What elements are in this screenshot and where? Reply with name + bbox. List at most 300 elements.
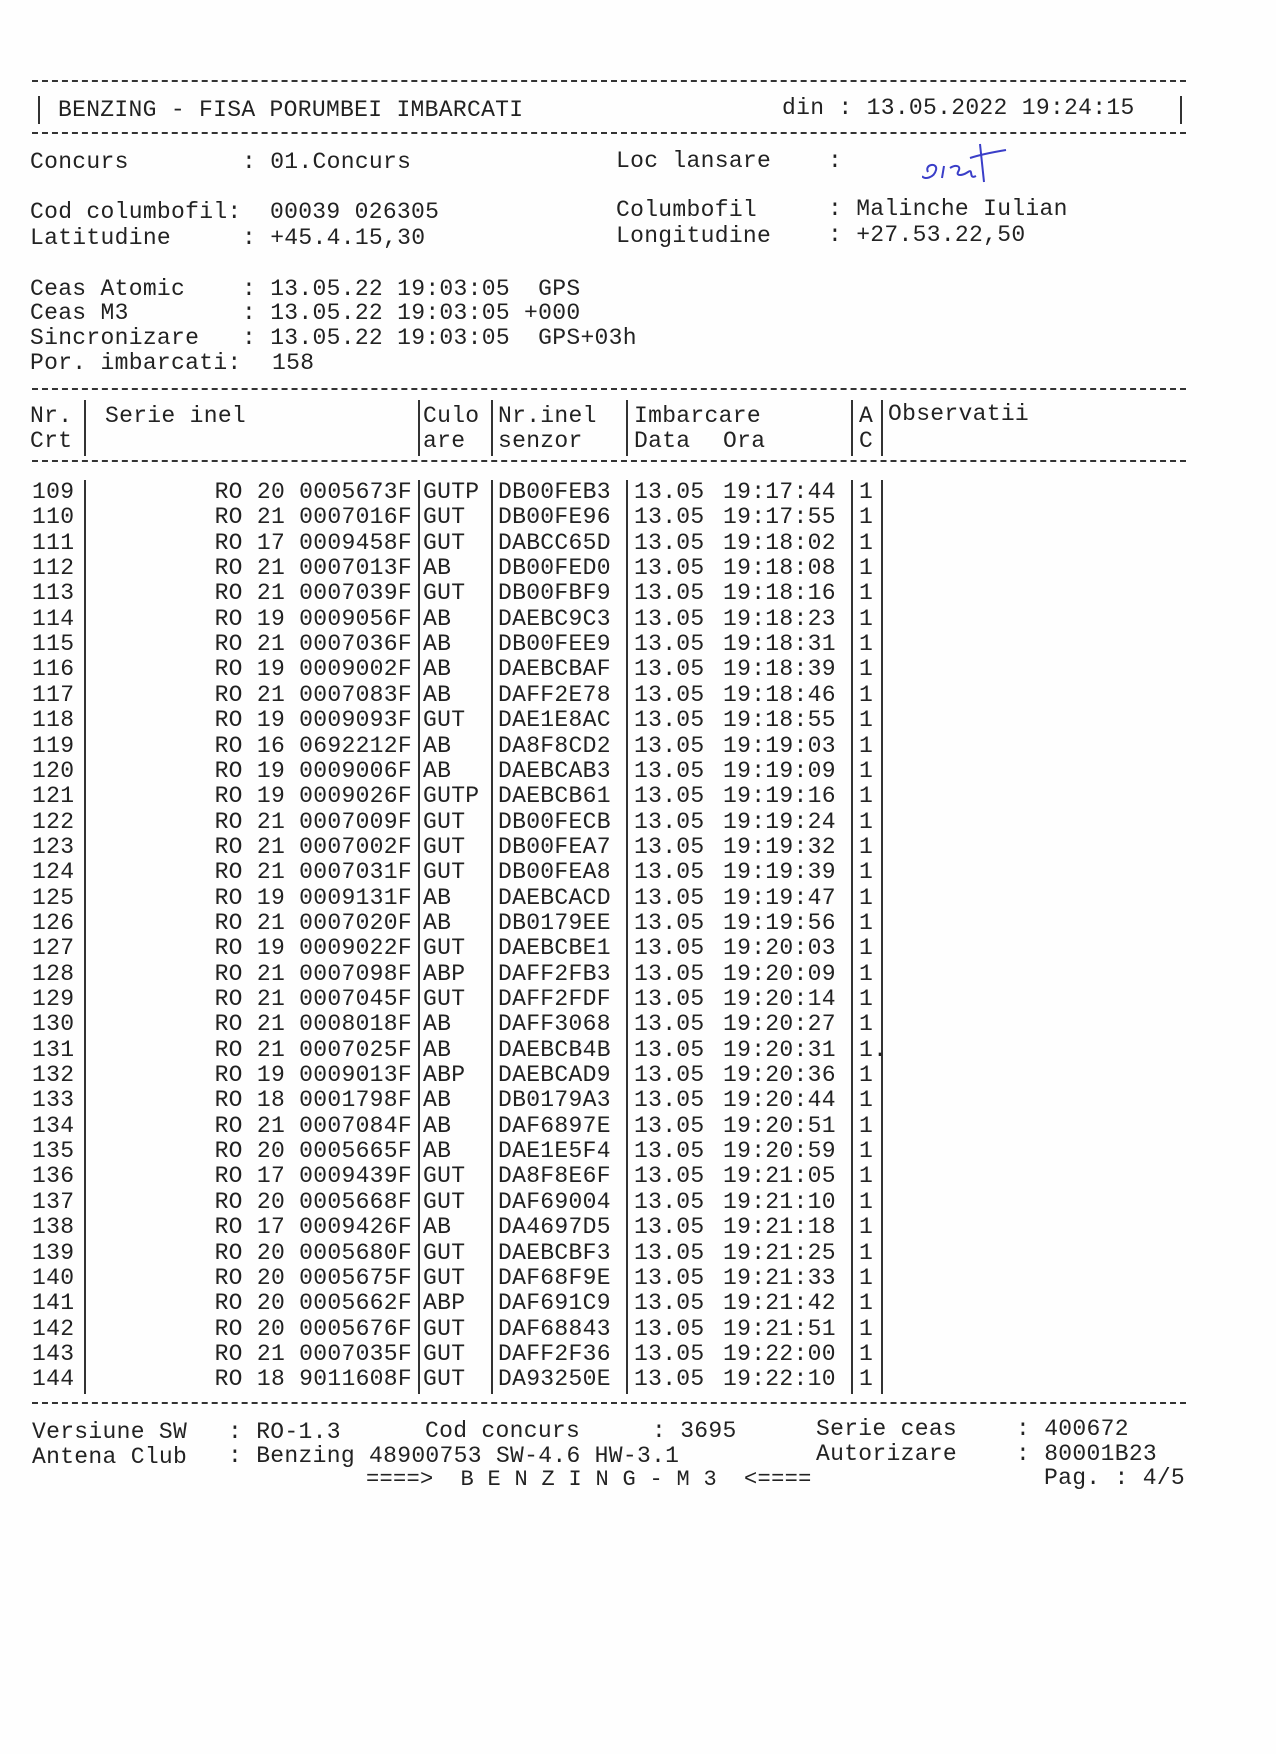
cell-nr: 142 [32, 1315, 75, 1342]
cell-ac: 1 [859, 605, 874, 632]
cell-serie-inel: RO 16 0692212F [214, 732, 412, 759]
cell-ora: 19:17:55 [723, 504, 836, 531]
cell-serie-inel: RO 17 0009439F [214, 1163, 412, 1190]
cell-culoare: AB [423, 732, 452, 759]
table-row [0, 632, 1276, 657]
cell-ora: 19:20:14 [723, 986, 836, 1012]
cell-nr-inel-senzor: DB00FEA8 [498, 859, 611, 886]
cell-nr-inel-senzor: DAF69004 [498, 1188, 611, 1215]
cell-ac: 1 [859, 707, 874, 734]
cell-ora: 19:20:09 [723, 960, 836, 987]
cell-culoare: GUT [423, 580, 466, 607]
cell-nr: 135 [32, 1138, 75, 1165]
cell-culoare: AB [423, 1087, 452, 1114]
cod-concurs-label: Cod concurs [425, 1418, 581, 1444]
cell-data: 13.05 [634, 555, 705, 582]
table-row [0, 1215, 1276, 1240]
table-row [0, 708, 1276, 733]
col-crt: Crt [30, 428, 73, 454]
cell-data: 13.05 [634, 833, 705, 860]
cell-nr-inel-senzor: DAEBCAD9 [498, 1062, 611, 1089]
col-divider-1 [84, 400, 86, 456]
table-row [0, 607, 1276, 632]
cell-nr: 109 [32, 479, 75, 505]
cell-ac: 1 [859, 1087, 874, 1114]
cell-ora: 19:21:33 [723, 1264, 836, 1291]
latitudine-label: Latitudine [30, 225, 172, 251]
header-rows-rule [32, 460, 1186, 462]
cell-nr: 132 [32, 1062, 75, 1089]
cell-culoare: AB [423, 909, 452, 936]
cell-serie-inel: RO 21 0007016F [214, 504, 412, 531]
header-right-bar [1180, 96, 1182, 124]
cell-serie-inel: RO 19 0009002F [214, 656, 412, 683]
col-nr-inel-2: senzor [498, 428, 583, 454]
cell-ac: 1 [859, 1011, 874, 1038]
cell-data: 13.05 [634, 580, 705, 607]
cell-serie-inel: RO 20 0005675F [214, 1264, 412, 1291]
cell-serie-inel: RO 19 0009056F [214, 605, 412, 632]
concurs-label: Concurs [30, 149, 129, 175]
cell-nr-inel-senzor: DA8F8E6F [498, 1163, 611, 1190]
cell-serie-inel: RO 20 0005662F [214, 1290, 412, 1317]
cell-data: 13.05 [634, 909, 705, 936]
cell-serie-inel: RO 21 0007098F [214, 960, 412, 987]
cell-nr-inel-senzor: DA4697D5 [498, 1214, 611, 1241]
cell-culoare: AB [423, 884, 452, 911]
cell-nr: 116 [32, 656, 75, 683]
cell-serie-inel: RO 21 0007045F [214, 986, 412, 1012]
cell-data: 13.05 [634, 1112, 705, 1139]
brand-line: ====> B E N Z I N G - M 3 <==== [366, 1467, 812, 1492]
col-culoare-2: are [423, 428, 466, 454]
cell-culoare: GUT [423, 859, 466, 886]
cell-culoare: ABP [423, 1062, 466, 1089]
table-row [0, 657, 1276, 682]
table-row [0, 860, 1276, 885]
cell-nr-inel-senzor: DAEBCBAF [498, 656, 611, 683]
cell-culoare: GUT [423, 833, 466, 860]
cell-serie-inel: RO 20 0005668F [214, 1188, 412, 1215]
cell-ac: 1 [859, 504, 874, 531]
sincronizare-value: : 13.05.22 19:03:05 GPS+03h [242, 325, 637, 351]
cell-ac: 1 [859, 1062, 874, 1089]
table-row [0, 1266, 1276, 1291]
cod-columbofil-value: 00039 026305 [270, 199, 440, 225]
cell-data: 13.05 [634, 707, 705, 734]
page-number: Pag. : 4/5 [1044, 1465, 1186, 1491]
cell-ora: 19:21:05 [723, 1163, 836, 1190]
page-title: BENZING - FISA PORUMBEI IMBARCATI [58, 97, 524, 123]
cell-serie-inel: RO 19 0009131F [214, 884, 412, 911]
cell-culoare: AB [423, 631, 452, 658]
cell-nr-inel-senzor: DB00FECB [498, 808, 611, 835]
cell-data: 13.05 [634, 884, 705, 911]
top-rule [32, 80, 1186, 82]
cell-nr-inel-senzor: DB00FED0 [498, 555, 611, 582]
table-row [0, 784, 1276, 809]
cell-culoare: GUT [423, 1239, 466, 1266]
ceas-atomic-value: : 13.05.22 19:03:05 GPS [242, 276, 581, 302]
cell-data: 13.05 [634, 504, 705, 531]
cell-serie-inel: RO 18 0001798F [214, 1087, 412, 1114]
cell-ora: 19:18:39 [723, 656, 836, 683]
cell-ora: 19:18:31 [723, 631, 836, 658]
cell-nr: 119 [32, 732, 75, 759]
cell-ac: 1 [859, 1188, 874, 1215]
table-row [0, 886, 1276, 911]
cell-nr: 138 [32, 1214, 75, 1241]
table-top-rule [32, 388, 1186, 390]
cell-data: 13.05 [634, 631, 705, 658]
cell-culoare: AB [423, 1011, 452, 1038]
cell-nr-inel-senzor: DAF6897E [498, 1112, 611, 1139]
cell-culoare: GUT [423, 1340, 466, 1367]
cell-ac: 1 [859, 656, 874, 683]
cell-ac: 1 [859, 631, 874, 658]
handwritten-loc-lansare [922, 142, 1012, 186]
cell-nr: 115 [32, 631, 75, 658]
cell-ac: 1 [859, 580, 874, 607]
cell-ora: 19:18:02 [723, 529, 836, 556]
cell-culoare: GUT [423, 1188, 466, 1215]
cell-serie-inel: RO 19 0009093F [214, 707, 412, 734]
cell-data: 13.05 [634, 1366, 705, 1393]
cell-nr: 141 [32, 1290, 75, 1317]
cell-culoare: AB [423, 656, 452, 683]
table-row [0, 810, 1276, 835]
cell-nr-inel-senzor: DAEBC9C3 [498, 605, 611, 632]
cell-ac: 1 [859, 1112, 874, 1139]
table-row [0, 962, 1276, 987]
cell-serie-inel: RO 19 0009013F [214, 1062, 412, 1089]
porumbei-imbarcati-label: Por. imbarcati: [30, 350, 242, 376]
cell-culoare: GUT [423, 707, 466, 734]
cell-nr: 137 [32, 1188, 75, 1215]
columbofil-label: Columbofil [616, 197, 758, 223]
cell-serie-inel: RO 17 0009426F [214, 1214, 412, 1241]
cell-ora: 19:20:31 [723, 1036, 836, 1063]
cell-nr: 143 [32, 1340, 75, 1367]
cell-ora: 19:18:55 [723, 707, 836, 734]
header-left-bar [38, 96, 40, 124]
cell-ora: 19:22:00 [723, 1340, 836, 1367]
col-imbarcare: Imbarcare [634, 403, 761, 429]
cell-ac: 1 [859, 1264, 874, 1291]
table-row [0, 1342, 1276, 1367]
cell-ac: 1 [859, 859, 874, 886]
ceas-atomic-label: Ceas Atomic [30, 276, 186, 302]
cell-culoare: GUT [423, 1315, 466, 1342]
cell-serie-inel: RO 18 9011608F [214, 1366, 412, 1393]
cell-data: 13.05 [634, 656, 705, 683]
table-row [0, 1367, 1276, 1392]
cell-culoare: AB [423, 1112, 452, 1139]
cell-culoare: GUTP [423, 479, 480, 505]
table-row [0, 911, 1276, 936]
cell-ac: 1 [859, 1366, 874, 1393]
col-divider-2 [418, 400, 420, 456]
col-divider-6 [881, 400, 883, 456]
col-data: Data [634, 428, 691, 454]
cell-ac: 1 [859, 1163, 874, 1190]
cell-ac: 1 [859, 1340, 874, 1367]
cell-nr: 114 [32, 605, 75, 632]
col-ora: Ora [723, 428, 766, 454]
cell-ora: 19:20:44 [723, 1087, 836, 1114]
cell-ora: 19:21:18 [723, 1214, 836, 1241]
cell-ora: 19:20:27 [723, 1011, 836, 1038]
cell-ac: 1 [859, 808, 874, 835]
cell-ac: 1 [859, 909, 874, 936]
cell-serie-inel: RO 21 0007035F [214, 1340, 412, 1367]
table-row [0, 1164, 1276, 1189]
col-observatii: Observatii [888, 401, 1030, 427]
cell-serie-inel: RO 21 0007084F [214, 1112, 412, 1139]
cell-data: 13.05 [634, 1087, 705, 1114]
col-nr: Nr. [30, 403, 73, 429]
versiune-sw-label: Versiune SW [32, 1419, 188, 1445]
cell-ora: 19:20:03 [723, 935, 836, 962]
cell-ac: 1 [859, 757, 874, 784]
cell-nr: 120 [32, 757, 75, 784]
cell-ac: 1 [859, 555, 874, 582]
cell-data: 13.05 [634, 681, 705, 708]
cell-serie-inel: RO 21 0007002F [214, 833, 412, 860]
cell-ora: 19:21:25 [723, 1239, 836, 1266]
cell-nr: 127 [32, 935, 75, 962]
table-row [0, 1317, 1276, 1342]
cell-culoare: GUT [423, 808, 466, 835]
cell-nr: 140 [32, 1264, 75, 1291]
cell-nr-inel-senzor: DAF68843 [498, 1315, 611, 1342]
cell-nr-inel-senzor: DAEBCB4B [498, 1036, 611, 1063]
cell-culoare: GUT [423, 1366, 466, 1393]
cell-serie-inel: RO 19 0009022F [214, 935, 412, 962]
cell-serie-inel: RO 17 0009458F [214, 529, 412, 556]
table-row [0, 531, 1276, 556]
cell-culoare: ABP [423, 1290, 466, 1317]
cell-ac: 1. [859, 1036, 888, 1063]
cell-nr-inel-senzor: DB0179EE [498, 909, 611, 936]
cell-culoare: AB [423, 605, 452, 632]
cell-data: 13.05 [634, 1340, 705, 1367]
cell-serie-inel: RO 19 0009026F [214, 783, 412, 810]
cell-ac: 1 [859, 479, 874, 505]
cell-nr-inel-senzor: DAEBCBF3 [498, 1239, 611, 1266]
cell-data: 13.05 [634, 986, 705, 1012]
cell-nr: 122 [32, 808, 75, 835]
cell-serie-inel: RO 20 0005680F [214, 1239, 412, 1266]
versiune-sw-value: : RO-1.3 [228, 1419, 341, 1445]
cell-culoare: GUT [423, 935, 466, 962]
table-row [0, 1190, 1276, 1215]
cell-nr: 133 [32, 1087, 75, 1114]
cell-nr-inel-senzor: DA93250E [498, 1366, 611, 1393]
cod-columbofil-label: Cod columbofil: [30, 199, 242, 225]
cell-ora: 19:19:32 [723, 833, 836, 860]
cell-data: 13.05 [634, 479, 705, 505]
cell-culoare: AB [423, 555, 452, 582]
cell-ac: 1 [859, 1239, 874, 1266]
antena-club-value: : Benzing 48900753 SW-4.6 HW-3.1 [228, 1443, 680, 1469]
loc-lansare-colon: : [828, 148, 843, 174]
ceas-m3-label: Ceas M3 [30, 300, 129, 326]
table-row [0, 759, 1276, 784]
cell-culoare: GUT [423, 1163, 466, 1190]
cell-culoare: ABP [423, 960, 466, 987]
cell-ora: 19:18:23 [723, 605, 836, 632]
cell-nr: 131 [32, 1036, 75, 1063]
cell-serie-inel: RO 21 0008018F [214, 1011, 412, 1038]
col-c: C [859, 428, 874, 454]
cell-ac: 1 [859, 1214, 874, 1241]
cell-ora: 19:21:51 [723, 1315, 836, 1342]
table-row [0, 556, 1276, 581]
cell-nr-inel-senzor: DAFF3068 [498, 1011, 611, 1038]
table-row [0, 1038, 1276, 1063]
cell-serie-inel: RO 21 0007031F [214, 859, 412, 886]
cell-ac: 1 [859, 1315, 874, 1342]
cell-nr: 134 [32, 1112, 75, 1139]
cell-serie-inel: RO 21 0007025F [214, 1036, 412, 1063]
cell-nr: 144 [32, 1366, 75, 1393]
table-row [0, 480, 1276, 505]
table-row [0, 683, 1276, 708]
col-divider-3 [491, 400, 493, 456]
autorizare-label: Autorizare [816, 1441, 958, 1467]
table-row [0, 1063, 1276, 1088]
col-nr-inel-1: Nr.inel [498, 403, 597, 429]
cell-serie-inel: RO 21 0007009F [214, 808, 412, 835]
cell-nr-inel-senzor: DB00FE96 [498, 504, 611, 531]
cell-ora: 19:19:56 [723, 909, 836, 936]
cell-ora: 19:18:08 [723, 555, 836, 582]
cell-nr: 139 [32, 1239, 75, 1266]
cell-nr: 121 [32, 783, 75, 810]
concurs-value: : 01.Concurs [242, 149, 412, 175]
cell-ac: 1 [859, 884, 874, 911]
cell-ora: 19:20:59 [723, 1138, 836, 1165]
columbofil-value: : Malinche Iulian [828, 196, 1068, 222]
cell-culoare: AB [423, 1214, 452, 1241]
table-row [0, 1088, 1276, 1113]
cell-culoare: GUT [423, 504, 466, 531]
cell-data: 13.05 [634, 1239, 705, 1266]
cell-ac: 1 [859, 1290, 874, 1317]
table-row [0, 734, 1276, 759]
cell-data: 13.05 [634, 605, 705, 632]
cell-nr: 136 [32, 1163, 75, 1190]
cell-ac: 1 [859, 529, 874, 556]
table-row [0, 1139, 1276, 1164]
cell-ac: 1 [859, 935, 874, 962]
autorizare-value: : 80001B23 [1016, 1441, 1158, 1467]
cell-nr: 130 [32, 1011, 75, 1038]
table-row [0, 1291, 1276, 1316]
header-bottom-rule [32, 132, 1186, 134]
cell-serie-inel: RO 21 0007013F [214, 555, 412, 582]
cell-nr: 123 [32, 833, 75, 860]
cell-serie-inel: RO 21 0007020F [214, 909, 412, 936]
cell-nr: 111 [32, 529, 75, 556]
cell-data: 13.05 [634, 529, 705, 556]
cell-data: 13.05 [634, 1062, 705, 1089]
antena-club-label: Antena Club [32, 1444, 188, 1470]
cell-ac: 1 [859, 986, 874, 1012]
cell-nr-inel-senzor: DAEBCAB3 [498, 757, 611, 784]
table-row [0, 1012, 1276, 1037]
cell-nr: 110 [32, 504, 75, 531]
cell-serie-inel: RO 20 0005665F [214, 1138, 412, 1165]
cell-data: 13.05 [634, 1290, 705, 1317]
cell-ora: 19:19:47 [723, 884, 836, 911]
cell-culoare: AB [423, 757, 452, 784]
cell-data: 13.05 [634, 1036, 705, 1063]
cell-nr-inel-senzor: DAEBCBE1 [498, 935, 611, 962]
col-serie-inel: Serie inel [105, 403, 247, 429]
cell-nr-inel-senzor: DAFF2FDF [498, 986, 611, 1012]
cell-ora: 19:21:10 [723, 1188, 836, 1215]
cell-nr: 129 [32, 986, 75, 1012]
porumbei-imbarcati-value: 158 [272, 350, 315, 376]
cell-ora: 19:19:39 [723, 859, 836, 886]
cell-ora: 19:20:51 [723, 1112, 836, 1139]
table-row [0, 1241, 1276, 1266]
col-culoare-1: Culo [423, 403, 480, 429]
cell-nr: 117 [32, 681, 75, 708]
cell-serie-inel: RO 21 0007083F [214, 681, 412, 708]
cell-data: 13.05 [634, 1138, 705, 1165]
cell-ora: 19:18:46 [723, 681, 836, 708]
cell-data: 13.05 [634, 1188, 705, 1215]
cell-data: 13.05 [634, 859, 705, 886]
cell-data: 13.05 [634, 960, 705, 987]
cell-serie-inel: RO 20 0005673F [214, 479, 412, 505]
cell-nr: 118 [32, 707, 75, 734]
cell-nr-inel-senzor: DB00FEE9 [498, 631, 611, 658]
table-row [0, 1114, 1276, 1139]
serie-ceas-label: Serie ceas [816, 1416, 958, 1442]
serie-ceas-value: : 400672 [1016, 1416, 1129, 1442]
cell-nr-inel-senzor: DA8F8CD2 [498, 732, 611, 759]
cell-ac: 1 [859, 1138, 874, 1165]
cell-serie-inel: RO 19 0009006F [214, 757, 412, 784]
cell-data: 13.05 [634, 935, 705, 962]
cell-data: 13.05 [634, 1163, 705, 1190]
cell-culoare: AB [423, 1138, 452, 1165]
table-row [0, 581, 1276, 606]
cell-nr-inel-senzor: DABCC65D [498, 529, 611, 556]
cell-nr-inel-senzor: DAF691C9 [498, 1290, 611, 1317]
cell-ora: 19:19:24 [723, 808, 836, 835]
cell-nr: 125 [32, 884, 75, 911]
cell-ora: 19:20:36 [723, 1062, 836, 1089]
col-divider-4 [626, 400, 628, 456]
cell-nr: 126 [32, 909, 75, 936]
cell-nr: 112 [32, 555, 75, 582]
loc-lansare-label: Loc lansare [616, 148, 772, 174]
cell-culoare: GUT [423, 1264, 466, 1291]
cell-culoare: GUT [423, 529, 466, 556]
cell-data: 13.05 [634, 1315, 705, 1342]
print-date: din : 13.05.2022 19:24:15 [782, 95, 1135, 121]
cell-ora: 19:22:10 [723, 1366, 836, 1393]
cell-nr: 128 [32, 960, 75, 987]
col-a: A [859, 403, 874, 429]
longitudine-label: Longitudine [616, 223, 772, 249]
cell-nr-inel-senzor: DAE1E8AC [498, 707, 611, 734]
